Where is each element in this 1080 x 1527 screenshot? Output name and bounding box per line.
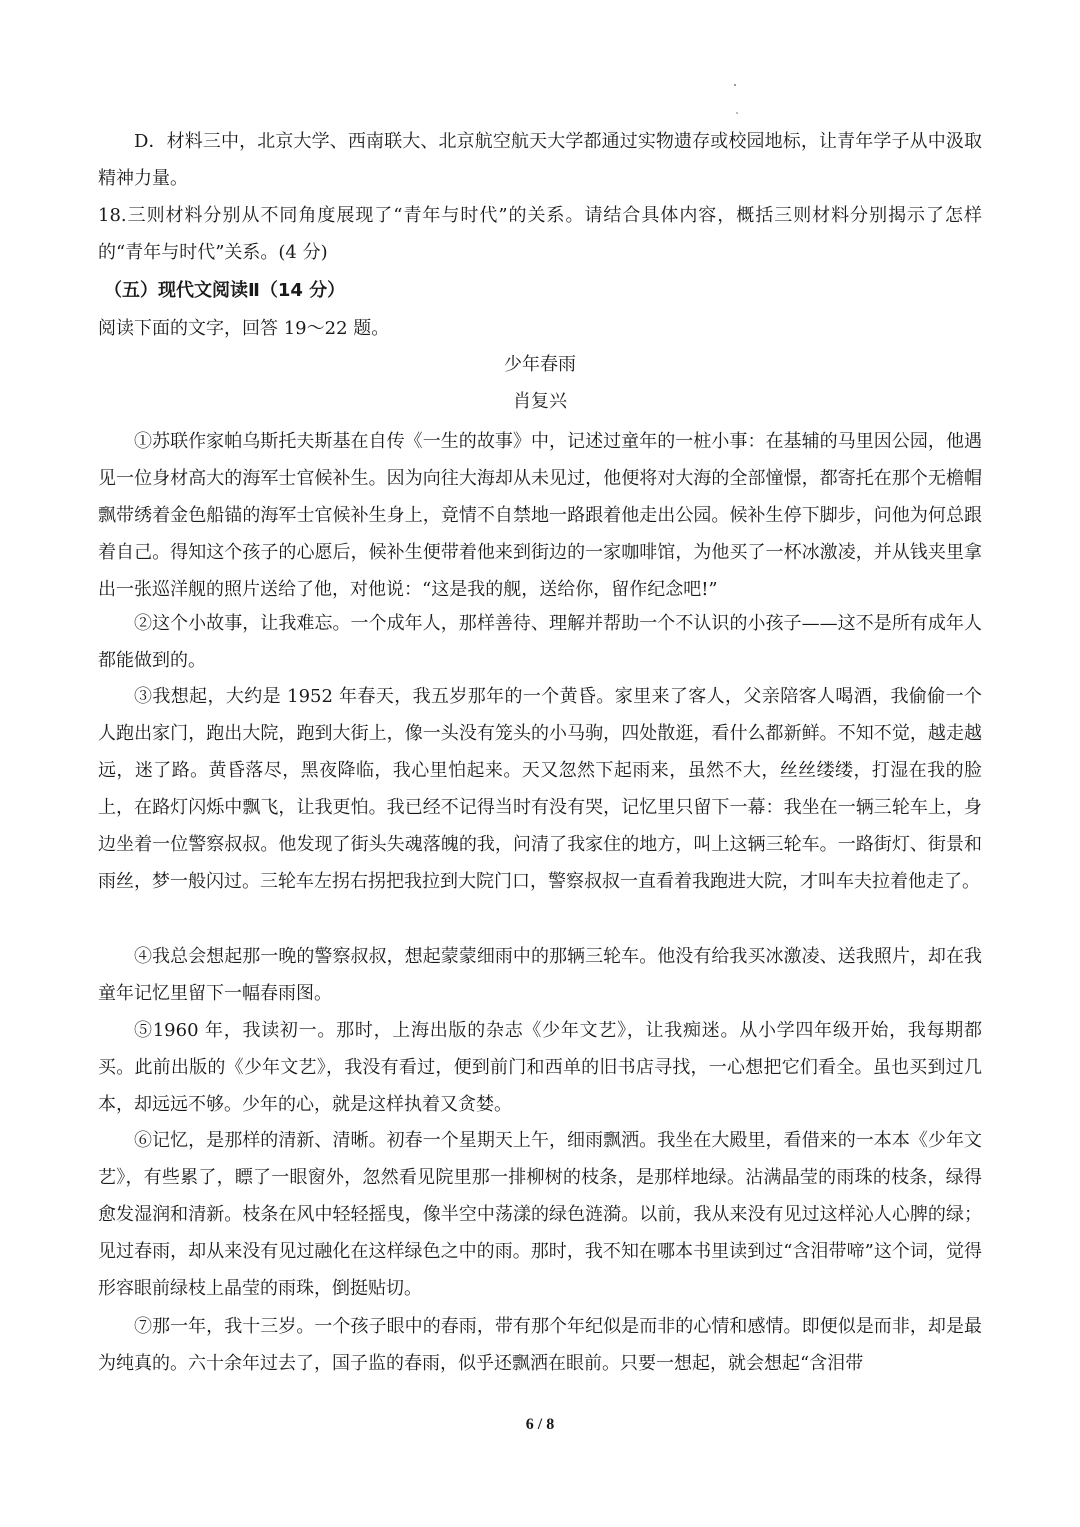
- article-paragraph-4: ④我总会想起那一晚的警察叔叔，想起蒙蒙细雨中的那辆三轮车。他没有给我买冰激凌、送我照片，却在我童年记忆里留下一幅春雨图。: [98, 946, 982, 1004]
- article-paragraph-2: ②这个小故事，让我难忘。一个成年人，那样善待、理解并帮助一个不认识的小孩子——这不是所有成年人都能做到的。: [98, 613, 982, 671]
- scan-speck: [734, 84, 736, 86]
- article-paragraph-5: ⑤1960 年，我读初一。那时，上海出版的杂志《少年文艺》，让我痴迷。从小学四年级开始，我每期都买。此前出版的《少年文艺》，我没有看过，便到前门和西单的旧书店寻找，一心想把它们看全。虽也买到过几本，却远远不够。少年的心，就是这样执着又贪婪。: [98, 1020, 982, 1115]
- article-title: 少年春雨: [504, 354, 576, 375]
- article-paragraph-1: ①苏联作家帕乌斯托夫斯基在自传《一生的故事》中，记述过童年的一桩小事：在基辅的马里因公园，他遇见一位身材高大的海军士官候补生。因为向往大海却从未见过，他便将对大海的全部憧憬，都寄托在那个无檐帽飘带绣着金色船锚的海军士官候补生身上，竟情不自禁地一路跟着他走出公园。候补生停下脚步，问他为何总跟着自己。得知这个孩子的心愿后，候补生便带着他来到街边的一家咖啡馆，为他买了一杯冰激凌，并从钱夹里拿出一张巡洋舰的照片送给了他，对他说：“这是我的舰，送给你，留作纪念吧!”: [98, 431, 982, 600]
- section-heading: （五）现代文阅读Ⅱ（14 分）: [104, 280, 346, 301]
- article-paragraph-6: ⑥记忆，是那样的清新、清晰。初春一个星期天上午，细雨飘洒。我坐在大殿里，看借来的一本本《少年文艺》，有些累了，瞟了一眼窗外，忽然看见院里那一排柳树的枝条，是那样地绿。沾满晶莹的雨珠的枝条，绿得愈发湿润和清新。枝条在风中轻轻摇曳，像半空中荡漾的绿色涟漪。以前，我从来没有见过这样沁人心脾的绿；见过春雨，却从来没有见过融化在这样绿色之中的雨。那时，我不知在哪本书里读到过“含泪带啼”这个词，觉得形容眼前绿枝上晶莹的雨珠，倒挺贴切。: [98, 1130, 982, 1299]
- scan-speck: [736, 112, 738, 114]
- page-number: 6 / 8: [525, 1416, 555, 1433]
- article-paragraph-7: ⑦那一年，我十三岁。一个孩子眼中的春雨，带有那个年纪似是而非的心情和感情。即便似是而非，却是最为纯真的。六十余年过去了，国子监的春雨，似乎还飘洒在眼前。只要一想起，就会想起“含泪带: [98, 1316, 982, 1374]
- option-d-text: D．材料三中，北京大学、西南联大、北京航空航天大学都通过实物遗存或校园地标，让青年学子从中汲取精神力量。: [98, 131, 982, 189]
- article-author: 肖复兴: [513, 391, 567, 412]
- article-paragraph-3: ③我想起，大约是 1952 年春天，我五岁那年的一个黄昏。家里来了客人，父亲陪客人喝酒，我偷偷一个人跑出家门，跑出大院，跑到大街上，像一头没有笼头的小马驹，四处散逛，看什么都新鲜。不知不觉，越走越远，迷了路。黄昏落尽，黑夜降临，我心里怕起来。天又忽然下起雨来，虽然不大，丝丝缕缕，打湿在我的脸上，在路灯闪烁中飘飞，让我更怕。我已经不记得当时有没有哭，记忆里只留下一幕：我坐在一辆三轮车上，身边坐着一位警察叔叔。他发现了街头失魂落魄的我，问清了我家住的地方，叫上这辆三轮车。一路街灯、街景和雨丝，梦一般闪过。三轮车左拐右拐把我拉到大院门口，警察叔叔一直看着我跑进大院，才叫车夫拉着他走了。: [98, 686, 982, 892]
- question-18-text: 18.三则材料分别从不同角度展现了“青年与时代”的关系。请结合具体内容，概括三则材料分别揭示了怎样的“青年与时代”关系。(4 分): [98, 205, 982, 263]
- reading-instruction: 阅读下面的文字，回答 19～22 题。: [98, 318, 390, 339]
